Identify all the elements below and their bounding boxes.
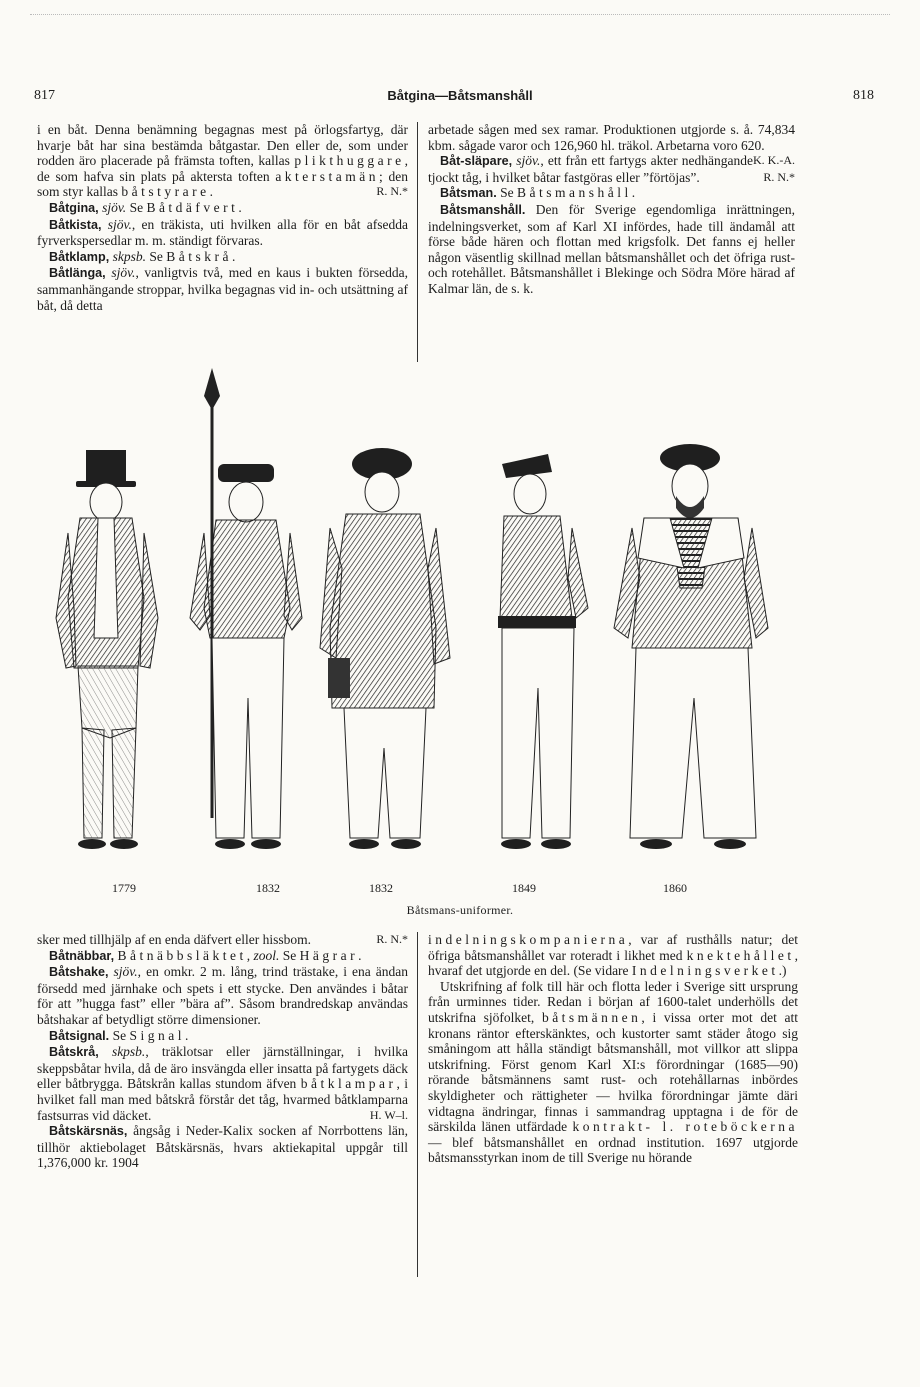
figure-sailor-1832-coat (320, 448, 450, 849)
year-label-2: 1832 (256, 881, 280, 895)
entry-bat-slapare: Båt-släpare, sjöv., ett från ett fartygs akter nedhängande tjockt tåg, i hvilket båtar fastgöras eller ”förtöjas”. R. N.* (428, 153, 795, 185)
page-number-right: 818 (853, 88, 874, 103)
entry-batnabbar: Båtnäbbar, Båtnäbbsläktet, zool. Se Hägrar. (49, 947, 362, 963)
running-head: Båtgina—Båtsmanshåll (387, 88, 533, 103)
column-upper-left (37, 122, 408, 313)
entry-batskra: Båtskrå, skpsb., träklotsar eller järnställningar, i hvilka skeppsbåtar hvila, då de äro insvängda eller insatta på fartygets däck eller båtbrygga. Båtskrån kallas stundom äfven båtklampar, i hvilket fall man med båtskrå förstår det tåg, hvarmed båtklamparna fastsurras vid däcket. H. W–l. (37, 1044, 409, 1123)
batsmanshall-history: Utskrifning af folk till här och flotta leder i Sverige sitt ursprung från urminnes tider. Redan i början af 1600-talet underhölls det utskrifna sjöfolket, båtsmännen, i vissa orter mot det att kronans räntor efterskänktes, och kustorter samt städer åtogo sig småningom att hålla ständigt båtsmanshåll, mot villkor att slippa utskrifning. Först genom Karl XI:s förordningar (1685—90) rörande båtsmännens samt rust- och rotehållarnas inbördes skyldigheter och rättigheter — hvilka förordningar jämte däri vidtagna ändringar, finnas i sammandrag upptagna i de för de särskilda länen utfärdade kontrakt- l. roteböckerna — blef båtsmanshållet en ordnad institution. 1697 utgjorde båtsmansstyrkan inom de till Sverige nu hörande (428, 978, 798, 1166)
entry-batsignal: Båtsignal. Se Signal. (49, 1027, 189, 1043)
entry-batklamp: Båtklamp, skpsb. Se Båtskrå. (49, 248, 236, 264)
figure-sailor-1779 (56, 450, 158, 849)
figure-sailor-1849 (498, 454, 588, 849)
entry-batgast-continuation: i en båt. Denna benämning begagnas mest på örlogsfartyg, där hvarje båt har sina bestämda båtgastar. Den eller de, som under rodden äro placerade på främsta toften, kallas plikthuggare, de som hafva sin plats på aktersta toften akterstamän; den som styr kallas båtstyrare. R. N.* (37, 122, 408, 200)
entry-batshake: Båtshake, sjöv., en omkr. 2 m. lång, trind trästake, i ena ändan försedd med järnhake och spets i ett stycke. Den användes i båtar för att ”hugga fast” eller ”bära af”. Såsom brandredskap användas båtshakar af betydligt större dimensioner. (37, 964, 408, 1027)
year-label-3: 1832 (369, 881, 393, 895)
signature: K. K.-A. (753, 153, 795, 168)
entry-batlanga: Båtlänga, sjöv., vanligtvis två, med en kaus i bukten försedda, sammanhängande stroppar, hvilka begagnas vid in- och utsättning af båt, då detta (37, 265, 408, 313)
figure-caption: Båtsmans-uniformer. (406, 903, 514, 917)
entry-batsmanshall: Båtsmanshåll. Den för Sverige egendomliga inrättningen, indelningsverket, som af Karl XI infördes, hade till ändamål att förse både hären och flottan med krigsfolk. Det fanns ej heller någon väsentlig skillnad mellan båtsmanshållet och det öfriga rust- och rotehållet. Båtsmanshållet i Blekinge och Södra Möre härad af Kalmar län, de s. k. (428, 201, 795, 296)
year-label-4: 1849 (512, 881, 536, 895)
column-lower-right (428, 932, 798, 1166)
entry-batlanga-continuation: sker med tillhjälp af en enda däfvert eller hissbom. R. N.* (37, 932, 408, 947)
entry-batgina: Båtgina, sjöv. Se Båtdäfvert. (49, 199, 242, 215)
uniform-illustration (40, 368, 800, 888)
top-dotted-rule (30, 14, 890, 15)
column-divider-bottom (417, 932, 418, 1277)
entry-batskarsnas: Båtskärsnäs, ångsåg i Neder-Kalix socken af Norrbottens län, tillhör aktiebolaget Båtskärsnäs, hvars aktiekapital uppgår till 1,376,000 kr. 1904 (37, 1123, 408, 1171)
signature: R. N.* (763, 169, 795, 184)
figure-sailor-1860 (614, 444, 768, 849)
column-lower-left (37, 932, 408, 1171)
page-number-left: 817 (34, 88, 55, 103)
figure-sailor-1832-pike (190, 368, 302, 849)
year-label-5: 1860 (663, 881, 687, 895)
batsmanshall-continuation: indelningskompanierna, var af rusthålls natur; det öfriga båtsmanshållet var roteradt i likhet med knektehållet, hvaraf det utgjorde en del. (Se vidare Indelningsverket.) (428, 932, 798, 979)
column-upper-right (428, 122, 795, 297)
year-label-1: 1779 (112, 881, 136, 895)
entry-batsman: Båtsman. Se Båtsmanshåll. (440, 185, 636, 201)
signature: R. N.* (376, 932, 408, 946)
column-divider-top (417, 122, 418, 362)
entry-batkista: Båtkista, sjöv., en träkista, uti hvilken alla för en båt afsedda fyrverkspersedlar m. m. ständigt förvaras. (37, 216, 408, 249)
signature: H. W–l. (369, 1107, 408, 1122)
entry-batskarsnas-continuation: arbetade sågen med sex ramar. Produktionen utgjorde s. å. 74,834 kbm. sågade varor och 126,960 hl. träkol. Arbetarna voro 620. K. K.-A. (428, 122, 795, 168)
signature: R. N.* (376, 184, 408, 199)
